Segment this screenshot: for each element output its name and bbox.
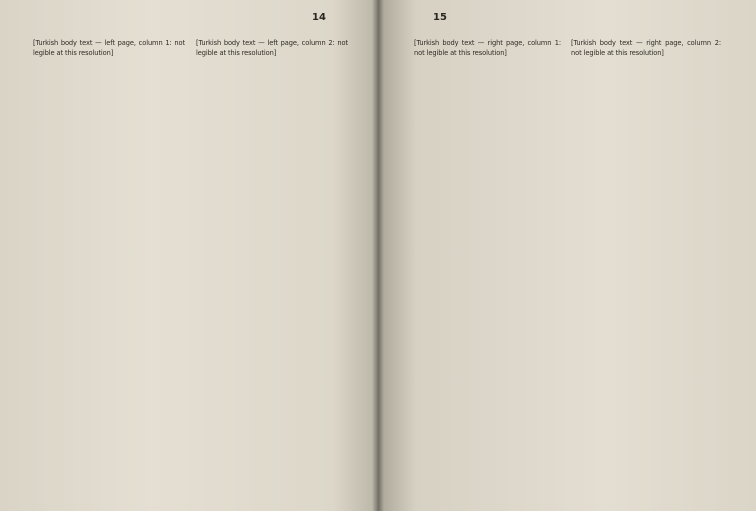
- text-column: [33, 38, 185, 57]
- text-column: [414, 38, 561, 57]
- text-column: [571, 38, 721, 57]
- paragraph: [Turkish body text — left page, column 2: not legible at this resolution]: [196, 38, 348, 57]
- page-number: 14: [312, 12, 326, 23]
- right-page: [378, 0, 756, 511]
- paragraph: [Turkish body text — right page, column 1: not legible at this resolution]: [414, 38, 561, 57]
- page-number: 15: [433, 12, 447, 23]
- paragraph: [Turkish body text — right page, column 2: not legible at this resolution]: [571, 38, 721, 57]
- text-column: [196, 38, 348, 57]
- paragraph: [Turkish body text — left page, column 1: not legible at this resolution]: [33, 38, 185, 57]
- book-gutter: [372, 0, 384, 511]
